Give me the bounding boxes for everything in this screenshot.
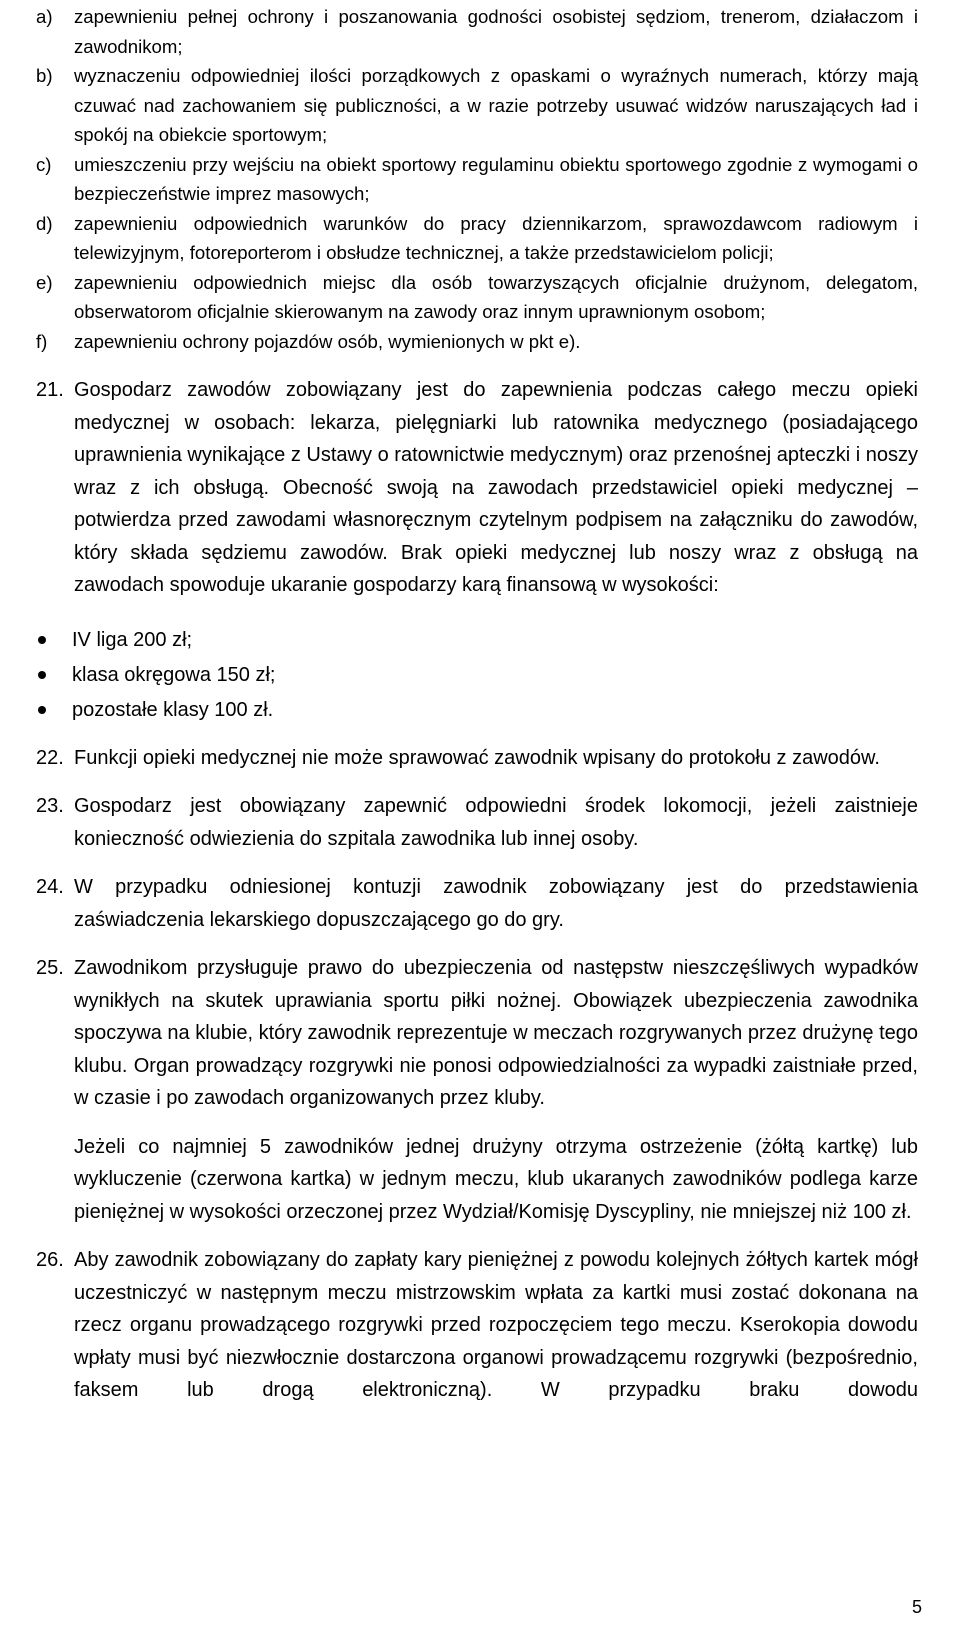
section-25 — [36, 952, 918, 1228]
fine-list — [36, 624, 918, 726]
sub-item-e — [36, 268, 918, 327]
section-paragraph: Zawodnikom przysługuje prawo do ubezpieczenia od następstw nieszczęśliwych wypadków wynikłych na skutek uprawiania sportu piłki nożnej. Obowiązek ubezpieczenia zawodnika spoczywa na klubie, który zawodnik reprezentuje w meczach rozgrywanych przez drużynę tego klubu. Organ prowadzący rozgrywki nie ponosi odpowiedzialności za wypadki zaistniałe przed, w czasie i po zawodach organizowanych przez kluby. — [74, 957, 918, 1109]
document-page — [36, 2, 918, 1423]
section-body — [74, 871, 918, 936]
section-paragraph: Funkcji opieki medycznej nie może sprawować zawodnik wpisany do protokołu z zawodów. — [74, 746, 880, 769]
sub-item-d — [36, 209, 918, 268]
section-paragraph: W przypadku odniesionej kontuzji zawodnik zobowiązany jest do przedstawienia zaświadczenia lekarskiego dopuszczającego go do gry. — [74, 876, 918, 931]
section-paragraph: Aby zawodnik zobowiązany do zapłaty kary pieniężnej z powodu kolejnych żółtych kartek mógł uczestniczyć w następnym meczu mistrzowskim wpłata za kartki musi zostać dokonana na rzecz organu prowadzącego rozgrywki przed rozpoczęciem tego meczu. Kserokopia dowodu wpłaty musi być niezwłocznie dostarczona organowi prowadzącemu rozgrywki (bezpośrednio, faksem lub drogą elektroniczną). W przypadku braku dowodu — [74, 1249, 918, 1401]
list-item — [36, 624, 918, 656]
section-26 — [36, 1244, 918, 1407]
section-23 — [36, 790, 918, 855]
section-number: 22. — [36, 746, 64, 769]
list-item-text: IV liga 200 zł; — [72, 628, 193, 651]
section-22 — [36, 742, 918, 775]
bullet-icon — [38, 706, 46, 714]
section-paragraph: Jeżeli co najmniej 5 zawodników jednej drużyny otrzyma ostrzeżenie (żółtą kartkę) lub wykluczenie (czerwona kartka) w jednym meczu, klub ukaranych zawodników podlega karze pieniężnej w wysokości orzeczonej przez Wydział/Komisję Dyscypliny, nie mniejszej niż 100 zł. — [74, 1135, 918, 1223]
sub-letter: e) — [36, 271, 53, 293]
sub-text: wyznaczeniu odpowiedniej ilości porządkowych z opaskami o wyraźnych numerach, którzy mają czuwać nad zachowaniem się publiczności, a w razie potrzeby usuwać widzów naruszających ład i spokój na obiekcie sportowym; — [74, 65, 918, 145]
sub-text: umieszczeniu przy wejściu na obiekt sportowy regulaminu obiektu sportowego zgodnie z wymogami o bezpieczeństwie imprez masowych; — [74, 153, 918, 204]
section-body — [74, 742, 918, 775]
sub-text: zapewnieniu odpowiednich warunków do pracy dziennikarzom, sprawozdawcom radiowym i telewizyjnym, fotoreporterom i obsłudze technicznej, a także przedstawicielom policji; — [74, 212, 918, 263]
sub-item-a — [36, 2, 918, 61]
sub-item-c — [36, 150, 918, 209]
sub-text: zapewnieniu odpowiednich miejsc dla osób towarzyszących oficjalnie drużynom, delegatom, obserwatorom oficjalnie skierowanym na zawody oraz innym uprawnionym osobom; — [74, 271, 918, 322]
section-paragraph: Gospodarz zawodów zobowiązany jest do zapewnienia podczas całego meczu opieki medycznej w osobach: lekarza, pielęgniarki lub ratownika medycznego (posiadającego uprawnienia wynikające z Ustawy o ratownictwie medycznym) oraz przenośnej apteczki i noszy wraz z ich obsługą. Obecność swoją na zawodach przedstawiciel opieki medycznej – potwierdza przed zawodami własnoręcznym czytelnym podpisem na załączniku do zawodów, który składa sędziemu zawodów. Brak opieki medycznej lub noszy wraz z obsługą na zawodach spowoduje ukaranie gospodarzy karą finansową w wysokości: — [74, 379, 918, 596]
sub-item-b — [36, 61, 918, 150]
list-item-text: pozostałe klasy 100 zł. — [72, 698, 274, 721]
sub-item-f — [36, 327, 918, 357]
section-body — [74, 1244, 918, 1407]
section-body — [74, 790, 918, 855]
section-number: 23. — [36, 795, 64, 817]
section-paragraph: Gospodarz jest obowiązany zapewnić odpowiedni środek lokomocji, jeżeli zaistnieje konieczność odwiezienia do szpitala zawodnika lub innej osoby. — [74, 795, 918, 850]
section-body — [74, 952, 918, 1228]
bullet-icon — [38, 671, 46, 679]
sub-list — [36, 2, 918, 356]
section-21 — [36, 374, 918, 602]
page-number: 5 — [911, 1597, 922, 1617]
list-item — [36, 694, 918, 726]
section-number: 26. — [36, 1249, 64, 1271]
sub-text: zapewnieniu ochrony pojazdów osób, wymienionych w pkt e). — [74, 330, 581, 352]
section-number: 24. — [36, 876, 64, 898]
section-number: 25. — [36, 957, 64, 979]
section-24 — [36, 871, 918, 936]
section-body — [74, 374, 918, 602]
sub-letter: c) — [36, 153, 52, 175]
sub-letter: b) — [36, 65, 53, 86]
list-item — [36, 659, 918, 691]
sub-letter: d) — [36, 212, 53, 234]
sub-letter: a) — [36, 6, 53, 27]
sub-letter: f) — [36, 330, 48, 352]
list-item-text: klasa okręgowa 150 zł; — [72, 663, 276, 686]
sub-text: zapewnieniu pełnej ochrony i poszanowania godności osobistej sędziom, trenerom, działaczom i zawodnikom; — [74, 6, 918, 57]
bullet-icon — [38, 636, 46, 644]
section-number: 21. — [36, 379, 64, 401]
